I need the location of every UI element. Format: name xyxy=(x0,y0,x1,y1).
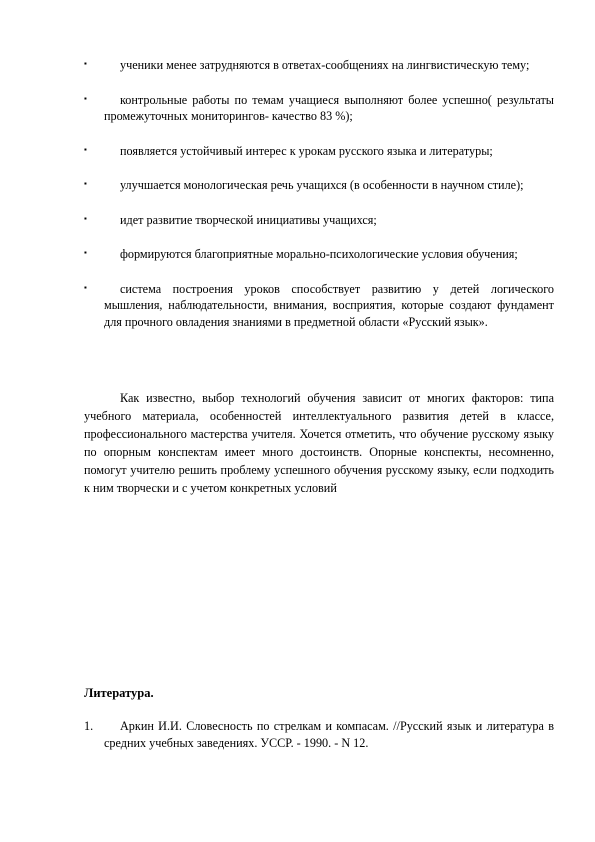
bullet-square-icon: ▪ xyxy=(84,59,87,68)
bullet-square-icon: ▪ xyxy=(84,282,87,292)
literature-heading: Литература. xyxy=(84,686,154,700)
bullet-text: идет развитие творческой инициативы учащихся; xyxy=(120,212,377,227)
bullet-item xyxy=(84,281,554,331)
bullet-item xyxy=(84,177,554,194)
bullet-item xyxy=(84,92,554,125)
bullet-square-icon: ▪ xyxy=(84,93,87,103)
bullet-square-icon: ▪ xyxy=(84,213,87,223)
conclusion-paragraph: Как известно, выбор технологий обучения зависит от многих факторов: типа учебного материала, особенностей интеллектуального развития детей в классе, профессионального мастерства учителя. Хочется отметить, что обучение русскому языку по опорным конспектам имеет много достоинств. Опорные конспекты, несомненно, помогут учителю решить проблему успешного обучения русскому языку, если подходить к ним творчески и с учетом конкретных условий xyxy=(84,391,554,495)
bullet-item xyxy=(84,143,554,160)
bullet-item xyxy=(84,57,554,74)
bullet-text: улучшается монологическая речь учащихся (в особенности в научном стиле); xyxy=(120,178,524,192)
bullet-item xyxy=(84,246,554,263)
bullet-square-icon: ▪ xyxy=(84,144,87,154)
reference-number: 1. xyxy=(84,719,94,733)
reference-item xyxy=(84,718,554,752)
bullet-square-icon: ▪ xyxy=(84,248,87,257)
bullet-text: система построения уроков способствует развитию у детей логического мышления, наблюдательности, внимания, восприятия, которые создают фундамент для прочного овладения знаниями в предметной области «Русский язык». xyxy=(104,281,554,329)
reference-text: Аркин И.И. Словесность по стрелкам и компасам. //Русский язык и литература в средних учебных заведениях. УССР. - 1990. - N 12. xyxy=(104,719,554,750)
results-bullet-list xyxy=(84,57,554,348)
bullet-text: появляется устойчивый интерес к урокам русского языка и литературы; xyxy=(120,143,493,158)
reference-list xyxy=(84,718,554,752)
bullet-item xyxy=(84,212,554,229)
bullet-text: формируются благоприятные морально-психологические условия обучения; xyxy=(120,247,518,261)
bullet-text: ученики менее затрудняются в ответах-сообщениях на лингвистическую тему; xyxy=(120,58,530,72)
bullet-square-icon: ▪ xyxy=(84,179,87,188)
bullet-text: контрольные работы по темам учащиеся выполняют более успешно( результаты промежуточных мониторингов- качество 83 %); xyxy=(104,92,554,123)
